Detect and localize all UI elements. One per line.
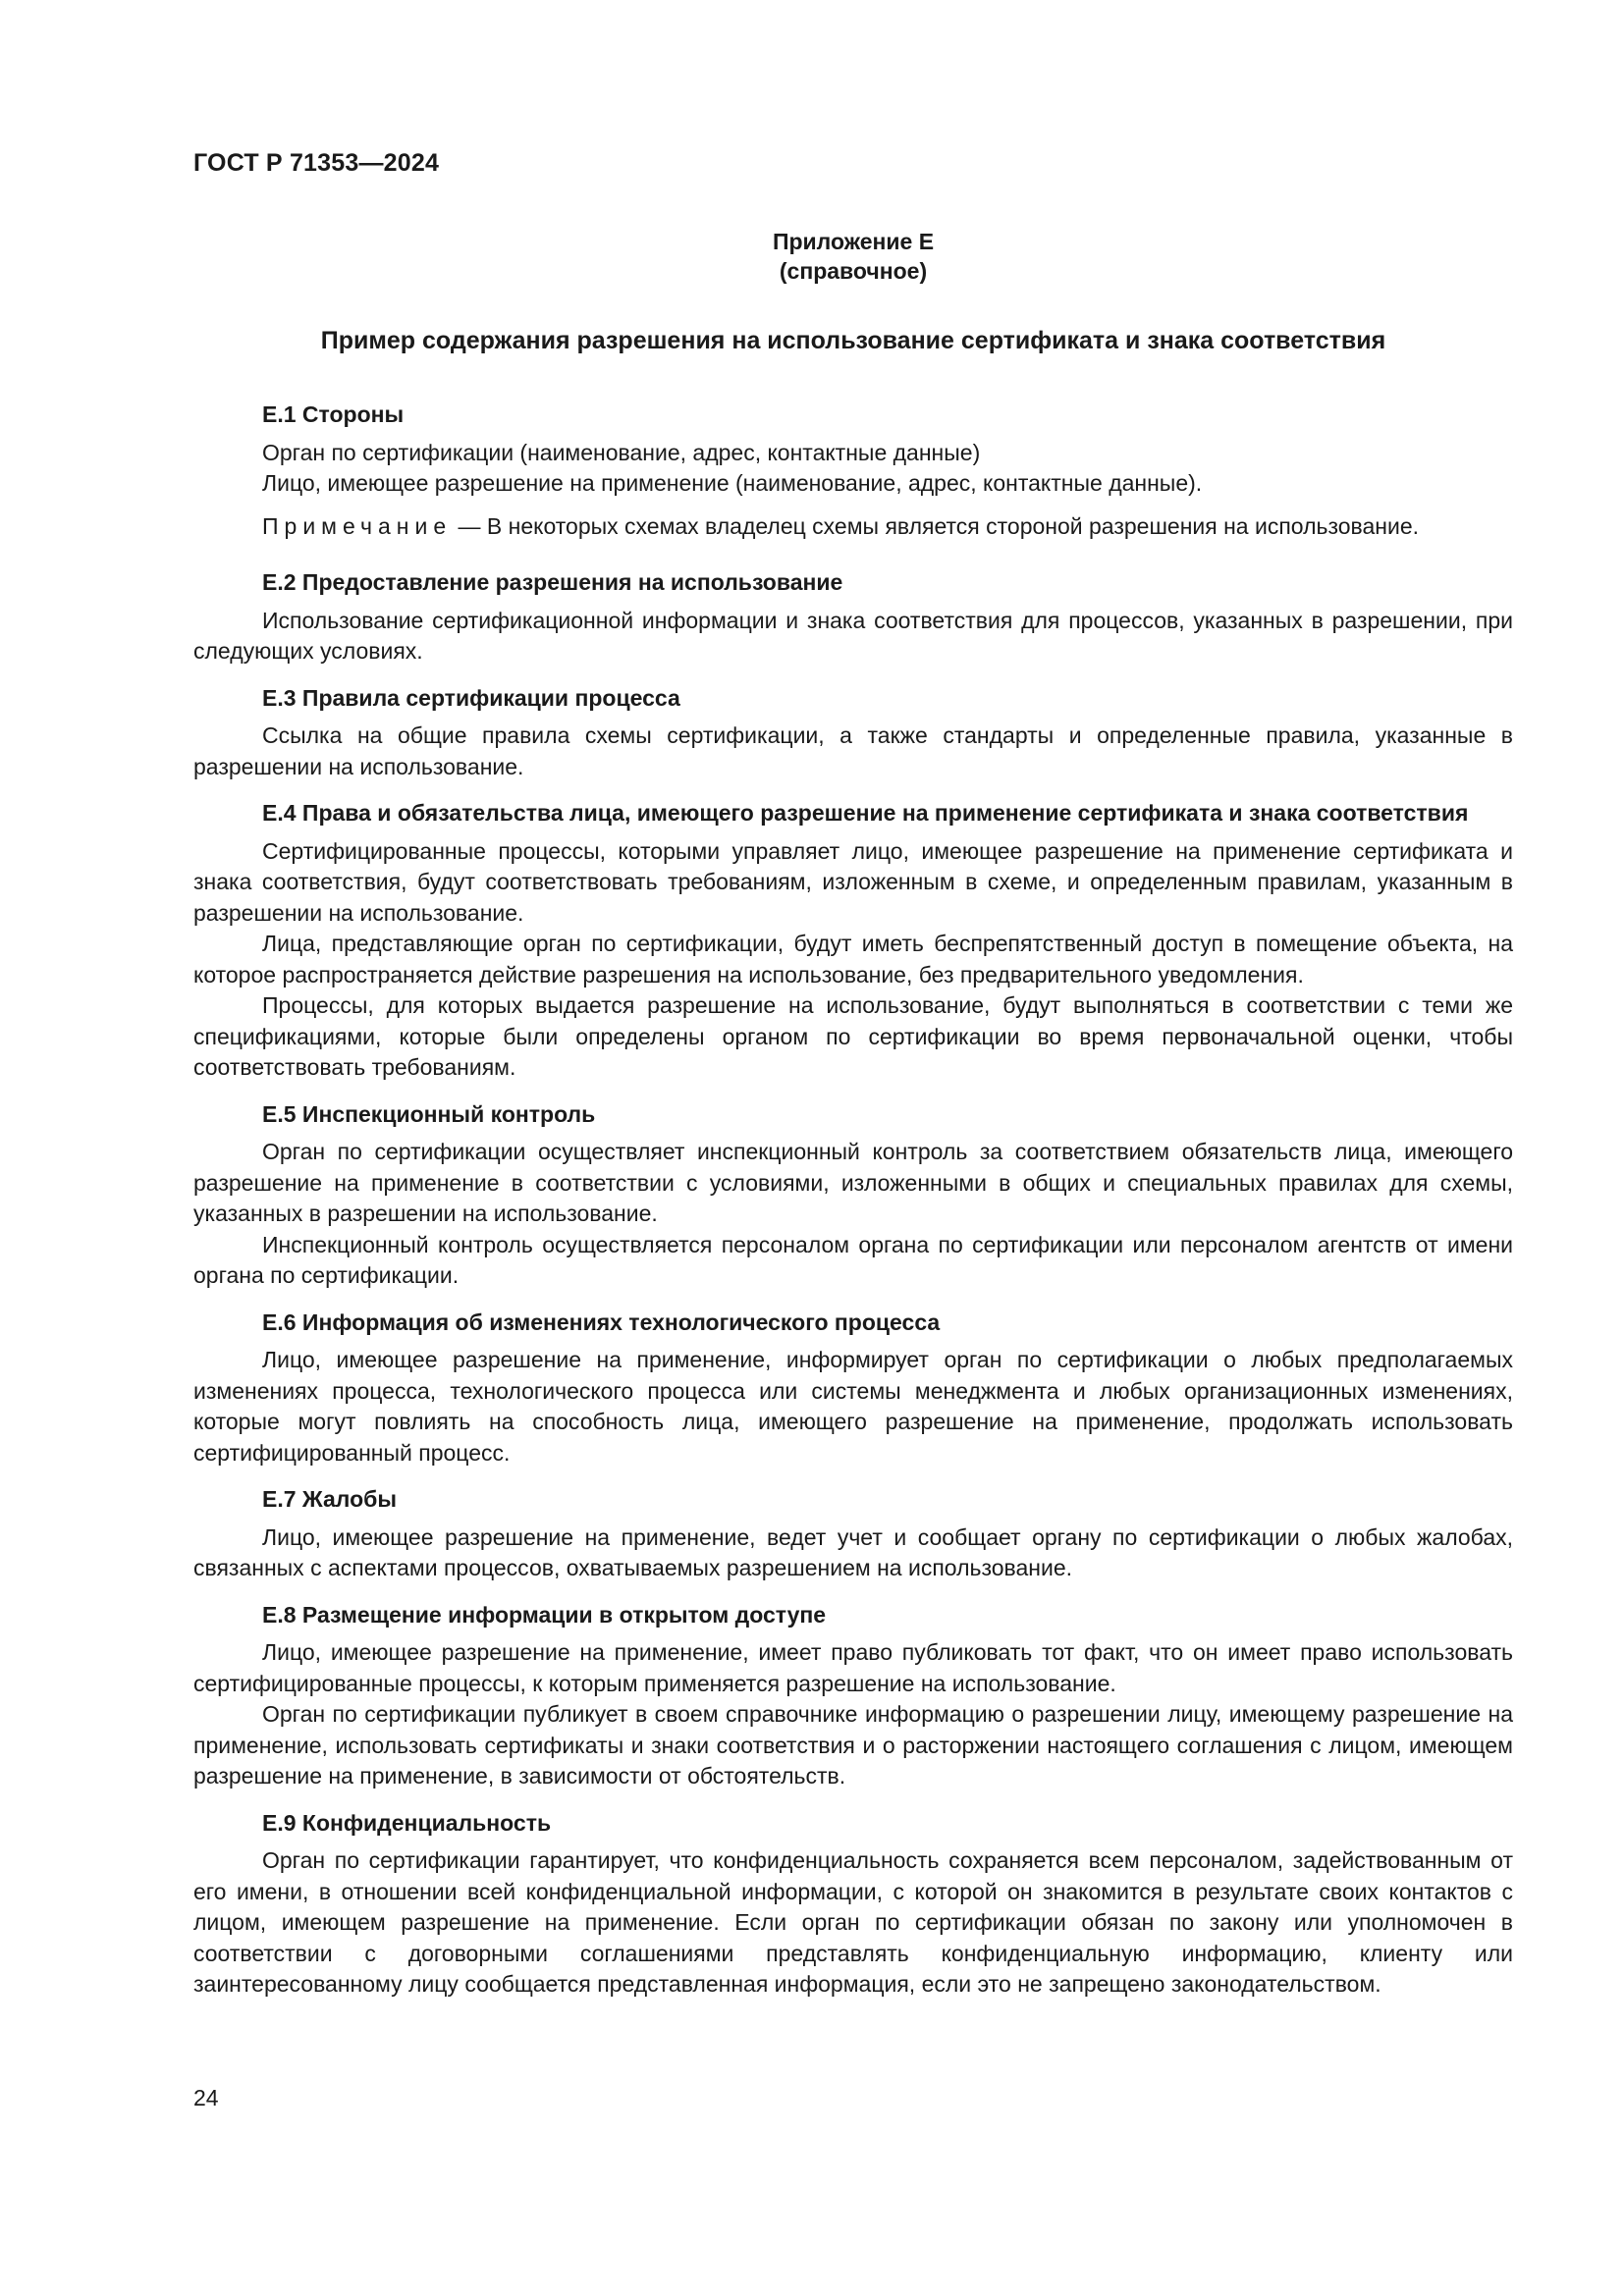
section-e1 <box>193 400 1513 542</box>
paragraph: Лица, представляющие орган по сертификации, будут иметь беспрепятственный доступ в помещение объекта, на которое распространяется действие разрешения на использование, без предварительного уведомления. <box>193 931 1513 988</box>
paragraph: Лицо, имеющее разрешение на применение, информирует орган по сертификации о любых предполагаемых изменениях процесса, технологического процесса или системы менеджмента и любых организационных изменениях, которые могут повлиять на способность лица, имеющего разрешение на применение, продолжать использовать сертифицированный процесс. <box>193 1347 1513 1466</box>
party-line: Лицо, имеющее разрешение на применение (наименование, адрес, контактные данные). <box>262 470 1203 496</box>
paragraph: Орган по сертификации публикует в своем справочнике информацию о разрешении лицу, имеющему разрешение на применение, использовать сертификаты и знаки соответствия и о расторжении настоящего соглашения с лицом, имеющем разрешение на применение, в зависимости от обстоятельств. <box>193 1701 1513 1789</box>
section-heading: Е.8 Размещение информации в открытом доступе <box>262 1601 827 1628</box>
note-label: Примечание <box>262 512 453 539</box>
note-text: — В некоторых схемах владелец схемы является стороной разрешения на использование. <box>452 512 1420 539</box>
document-content <box>193 227 1513 2001</box>
paragraph: Инспекционный контроль осуществляется персоналом органа по сертификации или персоналом агентств от имени органа по сертификации. <box>193 1231 1513 1288</box>
section-e4 <box>193 798 1513 1084</box>
section-e2 <box>193 567 1513 667</box>
section-heading: Е.9 Конфиденциальность <box>262 1809 552 1836</box>
note <box>193 511 1513 543</box>
page-number: 24 <box>193 2085 219 2110</box>
paragraph: Процессы, для которых выдается разрешение на использование, будут выполняться в соответствии с теми же спецификациями, которые были определены органом по сертификации во время первоначальной оценки, чтобы соответствовать требованиям. <box>193 992 1513 1080</box>
paragraph: Использование сертификационной информации и знака соответствия для процессов, указанных в разрешении, при следующих условиях. <box>193 607 1513 664</box>
document-code: ГОСТ Р 71353—2024 <box>193 149 440 177</box>
party-line: Орган по сертификации (наименование, адрес, контактные данные) <box>262 439 981 465</box>
section-heading: Е.6 Информация об изменениях технологического процесса <box>262 1308 941 1335</box>
section-e3 <box>193 683 1513 783</box>
section-e5 <box>193 1099 1513 1292</box>
section-e8 <box>193 1600 1513 1792</box>
section-e6 <box>193 1308 1513 1469</box>
paragraph: Лицо, имеющее разрешение на применение, имеет право публиковать тот факт, что он имеет право использовать сертифицированные процессы, к которым применяется разрешение на использование. <box>193 1639 1513 1696</box>
paragraph: Ссылка на общие правила схемы сертификации, а также стандарты и определенные правила, указанные в разрешении на использование. <box>193 722 1513 779</box>
section-heading: Е.5 Инспекционный контроль <box>262 1100 596 1127</box>
section-e7 <box>193 1484 1513 1584</box>
appendix-label: Приложение Е <box>772 229 935 254</box>
appendix-title: Пример содержания разрешения на использование сертификата и знака соответствия <box>320 327 1386 354</box>
section-heading: Е.2 Предоставление разрешения на использование <box>262 569 843 595</box>
section-heading: Е.4 Права и обязательства лица, имеющего разрешение на применение сертификата и знака соответствия <box>262 800 1469 826</box>
section-e9 <box>193 1808 1513 2001</box>
appendix-type: (справочное) <box>779 258 928 284</box>
section-heading: Е.3 Правила сертификации процесса <box>262 684 680 711</box>
section-heading: Е.1 Стороны <box>262 401 405 427</box>
paragraph: Орган по сертификации гарантирует, что конфиденциальность сохраняется всем персоналом, задействованным от его имени, в отношении всей конфиденциальной информации, с которой он знакомится в результате своих контактов с лицом, имеющем разрешение на применение. Если орган по сертификации обязан по закону или уполномочен в соответствии с договорными соглашениями представлять конфиденциальную информацию, клиенту или заинтересованному лицу сообщается представленная информация, если это не запрещено законодательством. <box>193 1847 1513 1997</box>
section-heading: Е.7 Жалобы <box>262 1486 397 1512</box>
paragraph: Лицо, имеющее разрешение на применение, ведет учет и сообщает органу по сертификации о любых жалобах, связанных с аспектами процессов, охватываемых разрешением на использование. <box>193 1523 1513 1580</box>
paragraph: Орган по сертификации осуществляет инспекционный контроль за соответствием обязательств лица, имеющего разрешение на применение в соответствии с условиями, изложенными в общих и специальных правилах для схемы, указанных в разрешении на использование. <box>193 1139 1513 1226</box>
paragraph: Сертифицированные процессы, которыми управляет лицо, имеющее разрешение на применение сертификата и знака соответствия, будут соответствовать требованиям, изложенным в схеме, и определенным правилам, указанным в разрешении на использование. <box>193 837 1513 926</box>
